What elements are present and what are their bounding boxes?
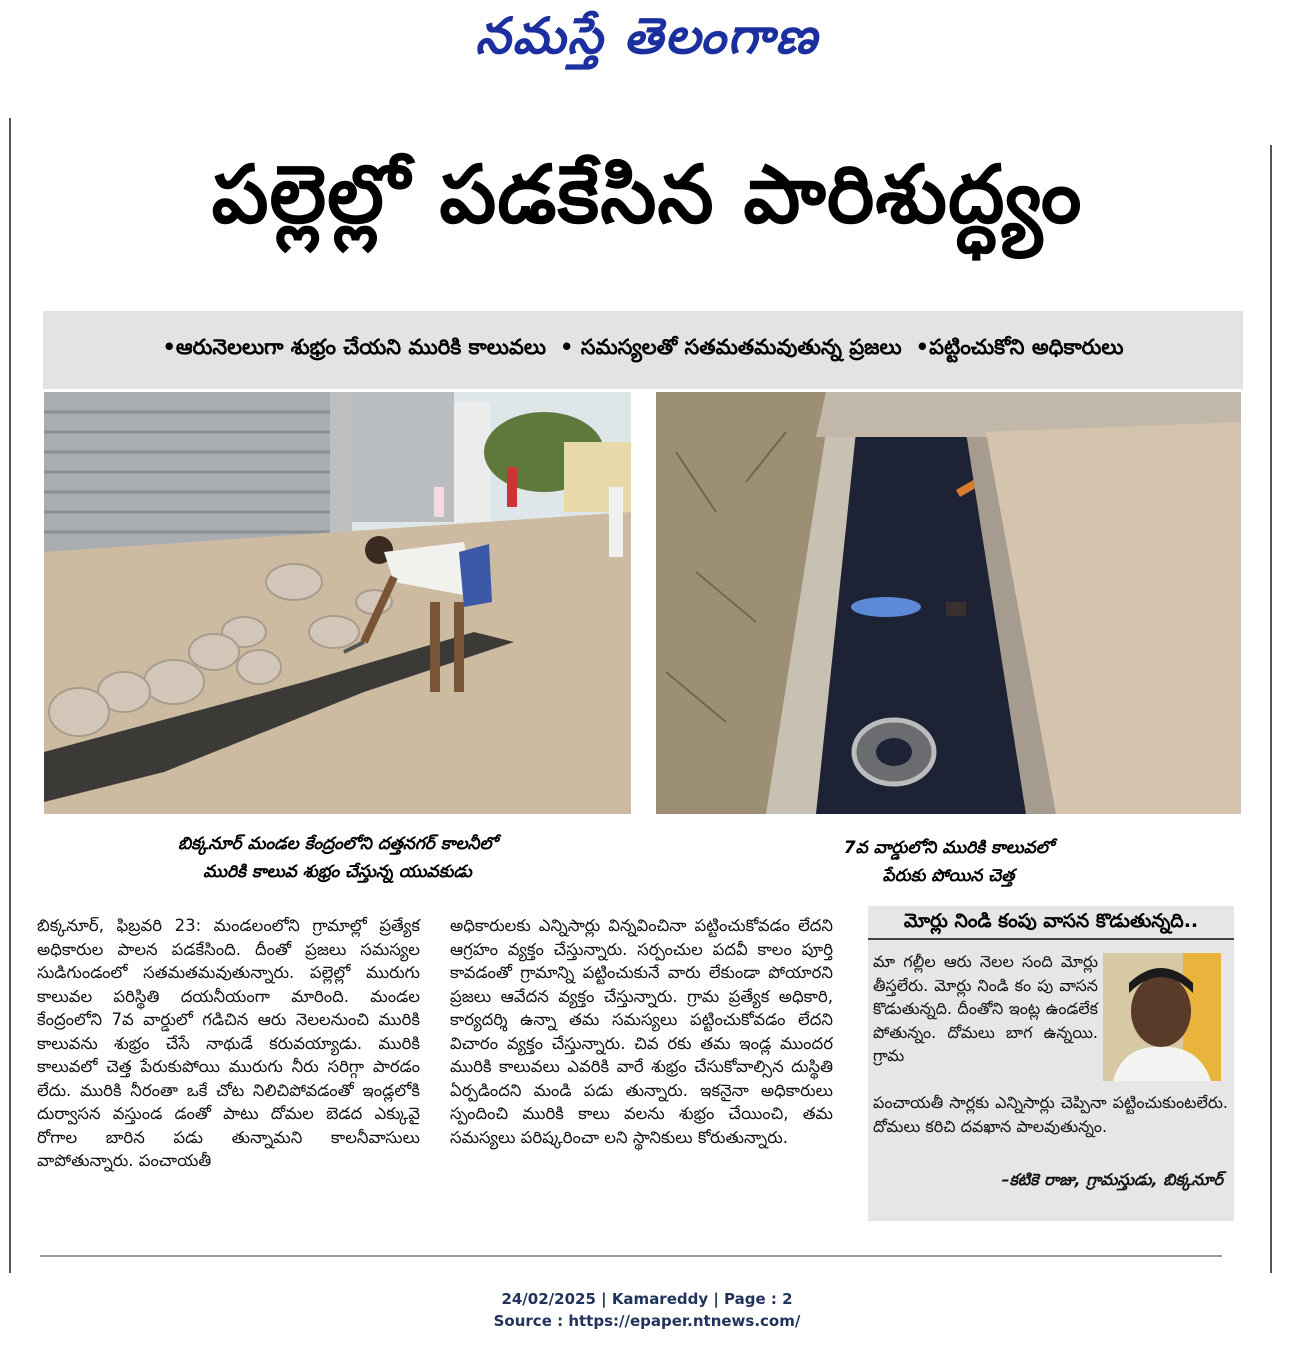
quote-box-title: మోర్లు నిండి కంపు వాసన కొడుతున్నది.. — [903, 910, 1199, 932]
footer-date-line: 24/02/2025 | Kamareddy | Page : 2 — [501, 1290, 793, 1308]
subhead-bar — [43, 311, 1243, 389]
frame-line-right — [1270, 145, 1272, 1273]
subhead-3: •పట్టించుకోని అధికారులు — [915, 335, 1124, 359]
masthead-logo: నమస్తే తెలంగాణ — [475, 6, 819, 65]
photo-right-caption-line2: పేరుకు పోయిన చెత్త — [882, 866, 1015, 886]
subhead-2: • సమస్యలతో సతమతమవుతున్న ప్రజలు — [559, 335, 902, 359]
subhead-1: •ఆరునెలలుగా శుభ్రం చేయని మురికి కాలువలు — [162, 335, 546, 359]
quote-box-text-bottom: పంచాయతీ సార్లకు ఎన్నిసార్లు చెప్పినా పట్టించుకుంటలేరు. దోమలు కరిచి దవఖాన పాలవుతున్నం. — [873, 1093, 1228, 1136]
quote-person-photo — [1103, 953, 1221, 1081]
quote-box-text-top: మా గల్లీల ఆరు నెలల సంది మోర్లు తీస్తలేరు. మోర్లు నిండి కం పు వాసన కొడుతున్నది. దీంతోని ఇంట్ల ఉండలేక పోతున్నం. దోమలు బాగ ఉన్నయి. గ్రామ — [873, 952, 1098, 1065]
quote-box-divider — [868, 938, 1234, 940]
footer-source-line: Source : https://epaper.ntnews.com/ — [493, 1312, 801, 1330]
photo-right-caption-line1: 7వ వార్డులోని మురికి కాలువలో — [843, 838, 1054, 858]
article-column-2-text: అధికారులకు ఎన్నిసార్లు విన్నవించినా పట్టించుకోవడం లేదని ఆగ్రహం వ్యక్తం చేస్తున్నారు. సర్పంచుల పదవీ కాలం పూర్తి కావడంతో గ్రామాన్ని పట్టించుకునే వారు లేకుండా పోయారని ప్రజలు ఆవేదన వ్యక్తం చేస్తున్నారు. గ్రామ ప్రత్యేక అధికారి, కార్యదర్శి ఉన్నా తమ సమస్యలు పట్టించుకోవడం లేదని విచారం వ్యక్తం చేస్తున్నారు. చివ రకు తమ ఇండ్ల ముందర మురికి కాలువలు ఎవరికి వారే శుభ్రం చేసుకోవాల్సిన దుస్థితి ఏర్పడిందని మండి పడు తున్నారు. ఇకనైనా అధికారులు స్పందించి మురికి కాలు వలను శుభ్రం చేయించి, తమ సమస్యలు పరిష్కరించా లని స్థానికులు కోరుతున్నారు. — [450, 916, 833, 1147]
quote-byline: –కటికె రాజు, గ్రామస్తుడు, బిక్కనూర్ — [1001, 1170, 1223, 1189]
article-column-1 — [37, 914, 420, 1173]
photo-left — [44, 392, 631, 814]
photo-left-caption — [44, 830, 631, 886]
bottom-rule — [40, 1255, 1222, 1257]
article-column-2 — [450, 914, 833, 1149]
photo-right-caption — [656, 834, 1241, 890]
frame-line-left — [9, 118, 11, 1273]
article-column-1-text: బిక్కనూర్, ఫిబ్రవరి 23: మండలంలోని గ్రామాల్లో ప్రత్యేక అధికారుల పాలన పడకేసింది. దీంతో ప్రజలు సమస్యల సుడిగుండంలో సతమతమవుతున్నారు. పల్లెల్లో మురుగు కాలువల పరిస్థితి దయనీయంగా మారింది. మండల కేంద్రంలోని 7వ వార్డులో గడిచిన ఆరు నెలలనుంచి మురికి కాలువను శుభ్రం చేసే నాథుడే కరువయ్యాడు. మురికి కాలువలో చెత్త పేరుకుపోయి మురుగు నీరు సరిగ్గా పారడం లేదు. మురికి నీరంతా ఒకే చోట నిలిచిపోవడంతో ఇండ్లలోకి దుర్వాసన వస్తుండ డంతో పాటు దోమల బెడద ఎక్కువై రోగాల బారిన పడు తున్నామని కాలనీవాసులు వాపోతున్నారు. పంచాయతీ — [37, 916, 420, 1170]
article-headline: పల్లెల్లో పడకేసిన పారిశుద్ధ్యం — [211, 148, 1083, 241]
photo-left-caption-line2: మురికి కాలువ శుభ్రం చేస్తున్న యువకుడు — [203, 862, 472, 882]
photo-right — [656, 392, 1241, 814]
photo-left-caption-line1: బిక్కనూర్ మండల కేంద్రంలోని దత్తనగర్ కాలనీలో — [178, 834, 497, 854]
